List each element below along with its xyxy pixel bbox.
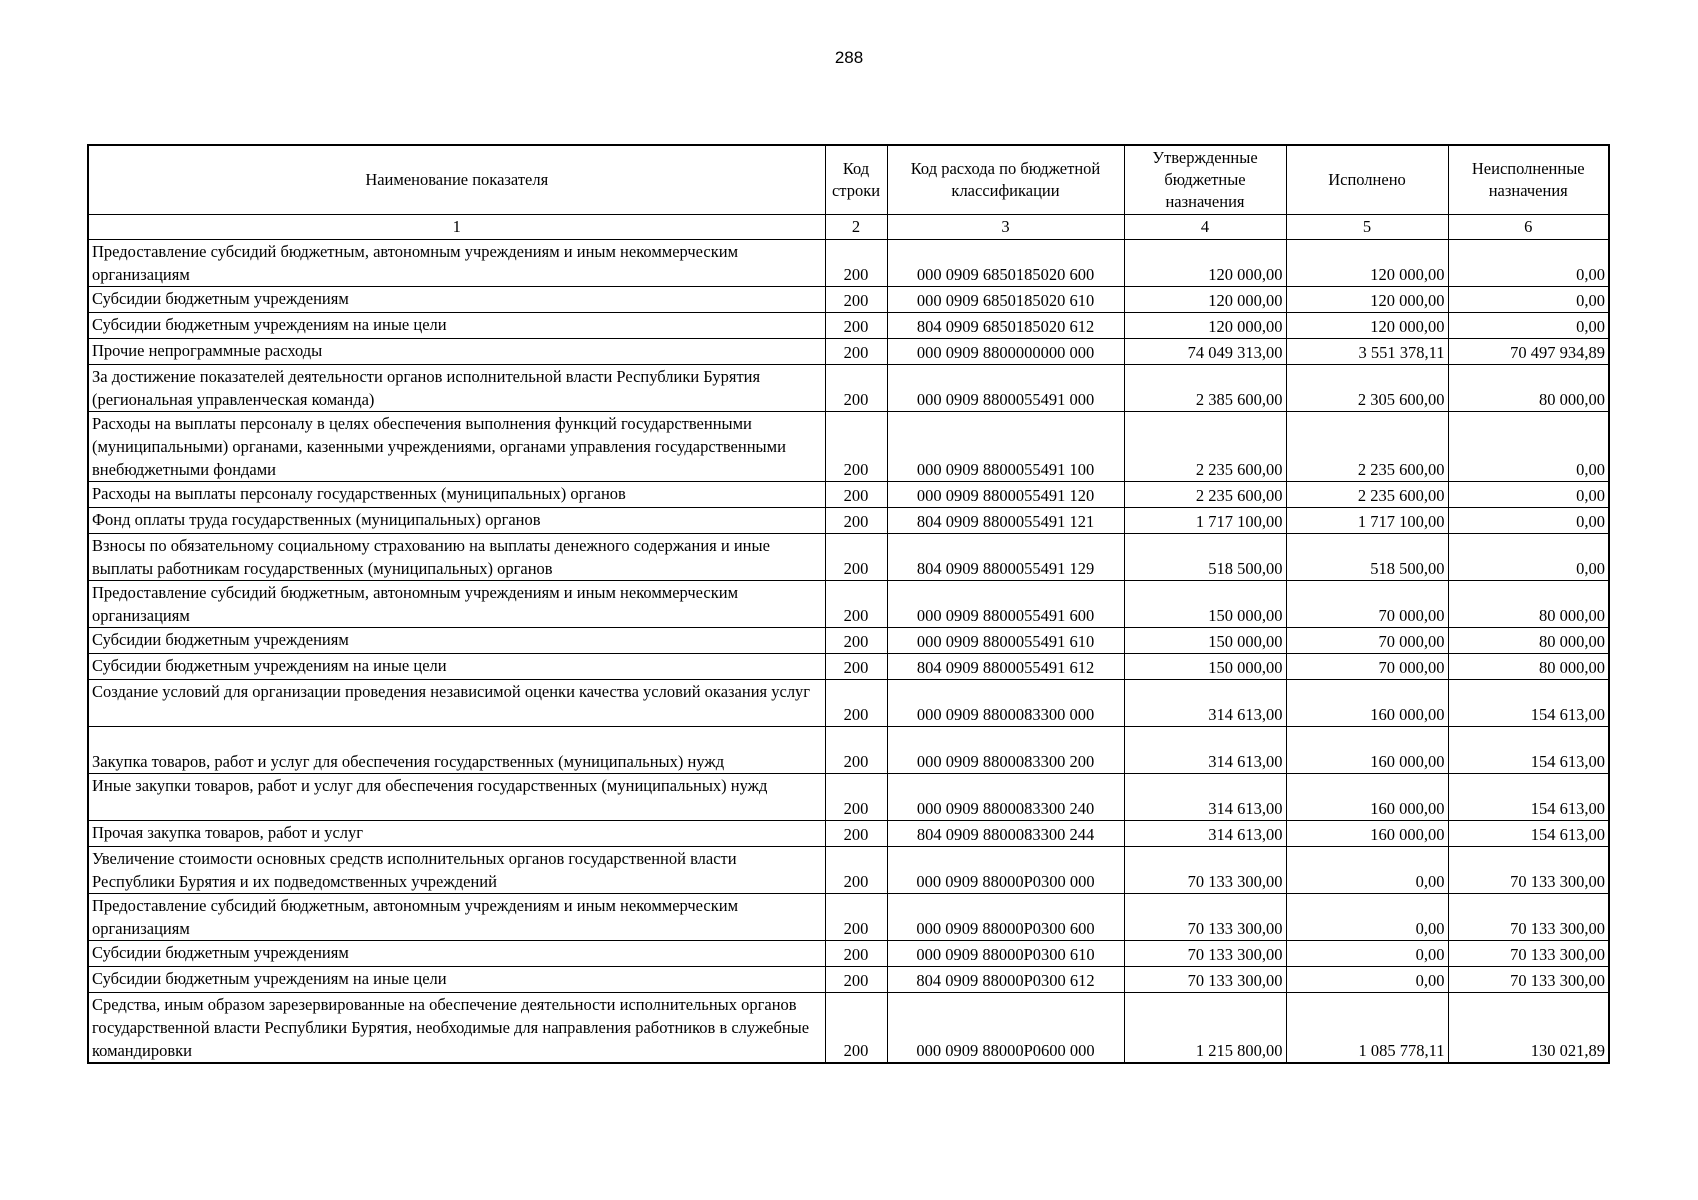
- row-classification-code: 000 0909 8800083300 000: [887, 679, 1124, 726]
- row-name: Субсидии бюджетным учреждениям на иные цели: [88, 653, 825, 679]
- row-approved: 120 000,00: [1124, 286, 1286, 312]
- row-line-code: 200: [825, 992, 887, 1063]
- row-approved: 120 000,00: [1124, 239, 1286, 286]
- row-executed: 2 235 600,00: [1286, 411, 1448, 481]
- row-unexecuted: 0,00: [1448, 481, 1609, 507]
- row-line-code: 200: [825, 726, 887, 773]
- row-name: За достижение показателей деятельности органов исполнительной власти Республики Бурятия (региональная управленческая команда): [88, 364, 825, 411]
- row-unexecuted: 80 000,00: [1448, 627, 1609, 653]
- row-line-code: 200: [825, 364, 887, 411]
- row-unexecuted: 154 613,00: [1448, 773, 1609, 820]
- header-row: [88, 145, 1609, 214]
- row-executed: 0,00: [1286, 940, 1448, 966]
- row-name: Субсидии бюджетным учреждениям: [88, 627, 825, 653]
- row-approved: 70 133 300,00: [1124, 893, 1286, 940]
- row-name: Субсидии бюджетным учреждениям: [88, 286, 825, 312]
- row-line-code: 200: [825, 679, 887, 726]
- row-approved: 1 215 800,00: [1124, 992, 1286, 1063]
- header-approved: Утвержденные бюджетные назначения: [1124, 145, 1286, 214]
- row-classification-code: 000 0909 8800000000 000: [887, 338, 1124, 364]
- row-executed: 160 000,00: [1286, 726, 1448, 773]
- header-line-code: Код строки: [825, 145, 887, 214]
- row-approved: 1 717 100,00: [1124, 507, 1286, 533]
- row-approved: 120 000,00: [1124, 312, 1286, 338]
- row-unexecuted: 0,00: [1448, 239, 1609, 286]
- table-row: [88, 580, 1609, 627]
- row-line-code: 200: [825, 411, 887, 481]
- row-approved: 70 133 300,00: [1124, 966, 1286, 992]
- row-classification-code: 000 0909 8800055491 000: [887, 364, 1124, 411]
- page-number: 288: [834, 48, 864, 67]
- row-name: Предоставление субсидий бюджетным, автономным учреждениям и иным некоммерческим организациям: [88, 580, 825, 627]
- row-name: Расходы на выплаты персоналу в целях обеспечения выполнения функций государственными (муниципальными) органами, казенными учреждениями, органами управления государственными внебюджетными фондами: [88, 411, 825, 481]
- row-executed: 1 717 100,00: [1286, 507, 1448, 533]
- row-classification-code: 000 0909 8800055491 600: [887, 580, 1124, 627]
- row-classification-code: 000 0909 8800083300 240: [887, 773, 1124, 820]
- row-classification-code: 804 0909 88000P0300 612: [887, 966, 1124, 992]
- row-approved: 150 000,00: [1124, 653, 1286, 679]
- row-executed: 0,00: [1286, 846, 1448, 893]
- row-executed: 2 235 600,00: [1286, 481, 1448, 507]
- row-approved: 314 613,00: [1124, 726, 1286, 773]
- row-executed: 2 305 600,00: [1286, 364, 1448, 411]
- column-number: 4: [1124, 214, 1286, 239]
- table-row: [88, 481, 1609, 507]
- table-row: [88, 627, 1609, 653]
- row-executed: 0,00: [1286, 893, 1448, 940]
- row-name: Увеличение стоимости основных средств исполнительных органов государственной власти Республики Бурятия и их подведомственных учреждений: [88, 846, 825, 893]
- row-executed: 518 500,00: [1286, 533, 1448, 580]
- row-classification-code: 804 0909 6850185020 612: [887, 312, 1124, 338]
- row-executed: 3 551 378,11: [1286, 338, 1448, 364]
- header-executed: Исполнено: [1286, 145, 1448, 214]
- row-line-code: 200: [825, 846, 887, 893]
- row-classification-code: 000 0909 8800055491 120: [887, 481, 1124, 507]
- table-row: [88, 773, 1609, 820]
- row-approved: 74 049 313,00: [1124, 338, 1286, 364]
- row-classification-code: 804 0909 8800055491 129: [887, 533, 1124, 580]
- header-unexecuted: Неисполненные назначения: [1448, 145, 1609, 214]
- table-row: [88, 533, 1609, 580]
- row-name: Прочая закупка товаров, работ и услуг: [88, 820, 825, 846]
- column-number: 1: [88, 214, 825, 239]
- row-approved: 2 235 600,00: [1124, 481, 1286, 507]
- row-unexecuted: 70 133 300,00: [1448, 940, 1609, 966]
- row-executed: 70 000,00: [1286, 627, 1448, 653]
- row-name: Средства, иным образом зарезервированные на обеспечение деятельности исполнительных органов государственной власти Республики Бурятия, необходимые для направления работников в служебные командировки: [88, 992, 825, 1063]
- row-name: Субсидии бюджетным учреждениям: [88, 940, 825, 966]
- row-classification-code: 000 0909 8800055491 100: [887, 411, 1124, 481]
- column-number-row: [88, 214, 1609, 239]
- row-unexecuted: 154 613,00: [1448, 726, 1609, 773]
- row-unexecuted: 70 133 300,00: [1448, 966, 1609, 992]
- row-line-code: 200: [825, 893, 887, 940]
- row-classification-code: 000 0909 88000P0300 600: [887, 893, 1124, 940]
- row-classification-code: 000 0909 6850185020 600: [887, 239, 1124, 286]
- row-name: Расходы на выплаты персоналу государственных (муниципальных) органов: [88, 481, 825, 507]
- row-line-code: 200: [825, 940, 887, 966]
- table-row: [88, 364, 1609, 411]
- table-row: [88, 726, 1609, 773]
- row-line-code: 200: [825, 286, 887, 312]
- row-name: Создание условий для организации проведения независимой оценки качества условий оказания услуг: [88, 679, 825, 726]
- row-name: Закупка товаров, работ и услуг для обеспечения государственных (муниципальных) нужд: [88, 726, 825, 773]
- row-unexecuted: 154 613,00: [1448, 679, 1609, 726]
- row-classification-code: 000 0909 88000P0300 000: [887, 846, 1124, 893]
- table-row: [88, 338, 1609, 364]
- row-unexecuted: 0,00: [1448, 411, 1609, 481]
- column-number: 6: [1448, 214, 1609, 239]
- row-unexecuted: 80 000,00: [1448, 364, 1609, 411]
- table-row: [88, 507, 1609, 533]
- row-executed: 160 000,00: [1286, 820, 1448, 846]
- budget-execution-table: [87, 144, 1610, 1064]
- row-name: Субсидии бюджетным учреждениям на иные цели: [88, 312, 825, 338]
- row-unexecuted: 0,00: [1448, 312, 1609, 338]
- table-row: [88, 846, 1609, 893]
- row-classification-code: 000 0909 88000P0600 000: [887, 992, 1124, 1063]
- row-unexecuted: 80 000,00: [1448, 580, 1609, 627]
- row-line-code: 200: [825, 533, 887, 580]
- row-executed: 1 085 778,11: [1286, 992, 1448, 1063]
- row-classification-code: 804 0909 8800055491 121: [887, 507, 1124, 533]
- row-name: Предоставление субсидий бюджетным, автономным учреждениям и иным некоммерческим организациям: [88, 893, 825, 940]
- row-unexecuted: 70 497 934,89: [1448, 338, 1609, 364]
- row-unexecuted: 0,00: [1448, 507, 1609, 533]
- row-line-code: 200: [825, 239, 887, 286]
- table-row: [88, 992, 1609, 1063]
- column-number: 3: [887, 214, 1124, 239]
- header-classification-code: Код расхода по бюджетной классификации: [887, 145, 1124, 214]
- row-name: Фонд оплаты труда государственных (муниципальных) органов: [88, 507, 825, 533]
- table-row: [88, 893, 1609, 940]
- table-row: [88, 653, 1609, 679]
- row-unexecuted: 130 021,89: [1448, 992, 1609, 1063]
- row-executed: 120 000,00: [1286, 286, 1448, 312]
- row-classification-code: 000 0909 6850185020 610: [887, 286, 1124, 312]
- row-line-code: 200: [825, 580, 887, 627]
- row-classification-code: 804 0909 8800083300 244: [887, 820, 1124, 846]
- row-approved: 70 133 300,00: [1124, 846, 1286, 893]
- row-name: Иные закупки товаров, работ и услуг для обеспечения государственных (муниципальных) нужд: [88, 773, 825, 820]
- row-name: Предоставление субсидий бюджетным, автономным учреждениям и иным некоммерческим организациям: [88, 239, 825, 286]
- table-row: [88, 411, 1609, 481]
- table-row: [88, 679, 1609, 726]
- row-line-code: 200: [825, 653, 887, 679]
- row-approved: 2 385 600,00: [1124, 364, 1286, 411]
- table-row: [88, 239, 1609, 286]
- column-number: 5: [1286, 214, 1448, 239]
- column-number: 2: [825, 214, 887, 239]
- row-approved: 150 000,00: [1124, 580, 1286, 627]
- row-executed: 70 000,00: [1286, 580, 1448, 627]
- row-line-code: 200: [825, 773, 887, 820]
- row-classification-code: 804 0909 8800055491 612: [887, 653, 1124, 679]
- table-row: [88, 820, 1609, 846]
- table-row: [88, 940, 1609, 966]
- row-approved: 314 613,00: [1124, 773, 1286, 820]
- row-line-code: 200: [825, 312, 887, 338]
- row-approved: 70 133 300,00: [1124, 940, 1286, 966]
- row-line-code: 200: [825, 338, 887, 364]
- row-approved: 2 235 600,00: [1124, 411, 1286, 481]
- row-classification-code: 000 0909 8800083300 200: [887, 726, 1124, 773]
- row-unexecuted: 70 133 300,00: [1448, 846, 1609, 893]
- row-line-code: 200: [825, 481, 887, 507]
- row-unexecuted: 154 613,00: [1448, 820, 1609, 846]
- row-executed: 120 000,00: [1286, 239, 1448, 286]
- row-approved: 518 500,00: [1124, 533, 1286, 580]
- table-row: [88, 286, 1609, 312]
- row-executed: 160 000,00: [1286, 679, 1448, 726]
- row-unexecuted: 70 133 300,00: [1448, 893, 1609, 940]
- table-row: [88, 312, 1609, 338]
- table-row: [88, 966, 1609, 992]
- row-executed: 120 000,00: [1286, 312, 1448, 338]
- row-classification-code: 000 0909 88000P0300 610: [887, 940, 1124, 966]
- header-name: Наименование показателя: [88, 145, 825, 214]
- row-line-code: 200: [825, 627, 887, 653]
- row-name: Взносы по обязательному социальному страхованию на выплаты денежного содержания и иные выплаты работникам государственных (муниципальных) органов: [88, 533, 825, 580]
- row-unexecuted: 80 000,00: [1448, 653, 1609, 679]
- row-line-code: 200: [825, 507, 887, 533]
- row-unexecuted: 0,00: [1448, 533, 1609, 580]
- row-approved: 314 613,00: [1124, 820, 1286, 846]
- row-name: Прочие непрограммные расходы: [88, 338, 825, 364]
- row-approved: 314 613,00: [1124, 679, 1286, 726]
- row-executed: 70 000,00: [1286, 653, 1448, 679]
- row-classification-code: 000 0909 8800055491 610: [887, 627, 1124, 653]
- row-executed: 0,00: [1286, 966, 1448, 992]
- row-line-code: 200: [825, 820, 887, 846]
- row-approved: 150 000,00: [1124, 627, 1286, 653]
- row-name: Субсидии бюджетным учреждениям на иные цели: [88, 966, 825, 992]
- row-unexecuted: 0,00: [1448, 286, 1609, 312]
- row-executed: 160 000,00: [1286, 773, 1448, 820]
- row-line-code: 200: [825, 966, 887, 992]
